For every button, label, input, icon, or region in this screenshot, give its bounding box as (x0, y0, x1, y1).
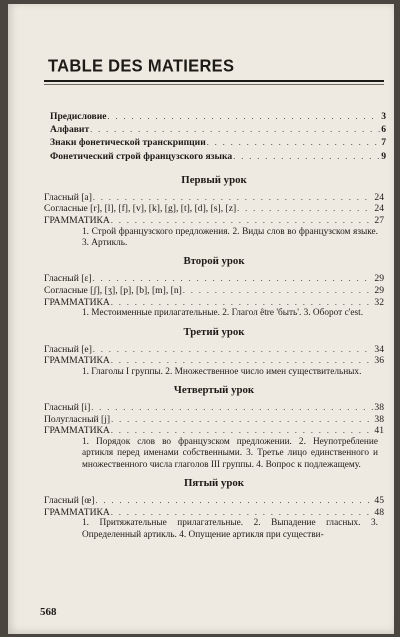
toc-entry-label: Знаки фонетической транскрипции (50, 137, 206, 149)
grammar-topics: 1. Строй французского предложения. 2. Виды слов во французском языке. 3. Артикль. (82, 226, 378, 248)
lesson-heading: Третий урок (183, 325, 245, 338)
dot-leader (107, 111, 380, 123)
toc-entry-page: 38 (374, 413, 384, 425)
toc-entry-transcription[interactable] (50, 137, 386, 149)
lesson-heading: Второй урок (183, 255, 245, 268)
toc-entry-page: 36 (374, 355, 384, 367)
toc-entry[interactable] (44, 495, 384, 507)
toc-entry[interactable] (44, 414, 384, 426)
toc-entry-label: Полугласный [j] (44, 413, 111, 425)
title-rule (44, 80, 384, 82)
toc-entry-label: ГРАММАТИКА (44, 425, 110, 437)
toc-entry-page: 24 (374, 191, 384, 203)
dot-leader (90, 124, 380, 136)
dot-leader (183, 285, 374, 297)
dot-leader (111, 297, 374, 309)
toc-entry-grammar[interactable] (44, 297, 384, 309)
dot-leader (91, 402, 373, 414)
toc-entry-alphabet[interactable] (50, 124, 386, 136)
toc-entry-label: Гласный [œ] (44, 495, 95, 507)
toc-entry-label: ГРАММАТИКА (44, 355, 110, 367)
toc-entry-label: Фонетический строй французского языка (50, 150, 233, 162)
toc-entry-label: Гласный [i] (44, 402, 91, 414)
toc-entry-page: 9 (381, 150, 386, 162)
toc-entry-page: 3 (381, 111, 386, 122)
dot-leader (93, 273, 374, 285)
toc-entry-page: 29 (374, 273, 384, 285)
grammar-topics: 1. Местоименные прилагательные. 2. Глагол être 'быть'. 3. Оборот c'est. (82, 308, 364, 319)
book-page (8, 4, 394, 634)
toc-entry-label: Согласные [ʃ], [ʒ], [p], [b], [m], [n] (44, 284, 182, 296)
toc-entry[interactable] (44, 402, 384, 414)
toc-entry-label: Алфавит (50, 124, 90, 136)
toc-entry-preface[interactable] (50, 111, 386, 123)
toc-entry-label: Предисловие (50, 111, 107, 122)
dot-leader (237, 203, 373, 215)
dot-leader (96, 495, 374, 507)
lesson-heading: Пятый урок (184, 477, 244, 490)
toc-entry-page: 7 (381, 137, 386, 149)
toc-entry-grammar[interactable] (44, 507, 384, 519)
dot-leader (207, 137, 380, 149)
toc-entry-page: 45 (374, 495, 384, 507)
dot-leader (111, 215, 374, 227)
toc-entry-label: ГРАММАТИКА (44, 296, 110, 308)
toc-entry-page: 38 (374, 402, 384, 414)
toc-entry-page: 6 (381, 124, 386, 136)
grammar-topics: 1. Порядок слов во французском предложении. 2. Неупотребление артикля перед именами собственными. 3. Третье лицо единственного и множественного числа глаголов III группы. 4. Вопрос к подлежащему. (82, 436, 378, 470)
toc-entry-label: Гласный [a] (44, 191, 92, 203)
title-rule-thin (44, 84, 384, 85)
toc-entry-grammar[interactable] (44, 355, 384, 367)
toc-entry-label: ГРАММАТИКА (44, 506, 110, 518)
toc-entry-page: 41 (374, 425, 384, 437)
dot-leader (111, 355, 374, 367)
dot-leader (93, 344, 374, 356)
dot-leader (111, 414, 373, 426)
grammar-topics: 1. Притяжательные прилагательные. 2. Выпадение гласных. 3. Определенный артикль. 4. Опущение артикля при существи- (82, 518, 378, 540)
toc-entry-page: 27 (374, 214, 384, 226)
toc-entry-grammar[interactable] (44, 215, 384, 227)
intro-section (44, 111, 386, 162)
toc-entry-grammar[interactable] (44, 425, 384, 437)
toc-entry-label: ГРАММАТИКА (44, 214, 110, 226)
toc-entry[interactable] (44, 273, 384, 285)
toc-entry-label: Гласный [e] (44, 343, 92, 355)
toc-entry[interactable] (44, 192, 384, 204)
dot-leader (111, 507, 374, 519)
toc-entry-page: 48 (374, 506, 384, 518)
toc-entry-phonetics[interactable] (50, 151, 386, 163)
toc-entry[interactable] (44, 344, 384, 356)
table-of-contents (44, 111, 384, 541)
grammar-topics: 1. Глаголы I группы. 2. Множественное число имен существительных. (82, 366, 362, 377)
page-number: 568 (40, 606, 57, 618)
toc-entry-page: 32 (374, 296, 384, 308)
toc-entry-page: 24 (374, 203, 384, 215)
dot-leader (111, 425, 374, 437)
dot-leader (93, 192, 374, 204)
bleed-through-text (8, 4, 394, 40)
toc-entry[interactable] (44, 203, 384, 215)
page-header (44, 58, 394, 85)
toc-entry[interactable] (44, 285, 384, 297)
toc-entry-page: 34 (374, 343, 384, 355)
lesson-heading: Четвертый урок (173, 384, 255, 397)
page-title: TABLE DES MATIERES (48, 56, 235, 76)
toc-entry-page: 29 (374, 284, 384, 296)
toc-entry-label: Согласные [r], [l], [f], [v], [k], [g], [t], [d], [s], [z] (44, 203, 237, 215)
lesson-heading: Первый урок (181, 173, 247, 186)
toc-entry-label: Гласный [ɛ] (44, 273, 92, 285)
dot-leader (233, 151, 380, 163)
